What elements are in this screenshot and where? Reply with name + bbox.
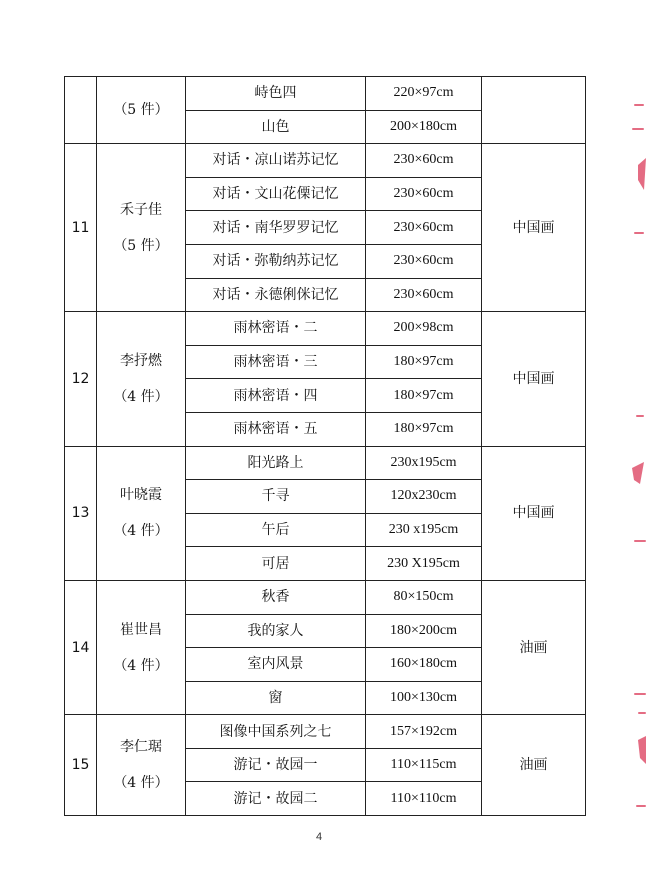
- work-title: 峙色四: [186, 77, 366, 111]
- work-title: 对话・南华罗罗记忆: [186, 211, 366, 245]
- work-title: 可居: [186, 547, 366, 581]
- artwork-list-table: [64, 76, 586, 816]
- work-size: 110×110cm: [366, 782, 482, 816]
- work-count: （4 件）: [113, 775, 169, 792]
- artist-name: 崔世昌: [120, 621, 162, 638]
- work-title: 秋香: [186, 580, 366, 614]
- work-title: 游记・故园一: [186, 748, 366, 782]
- work-title: 游记・故园二: [186, 782, 366, 816]
- work-size: 110×115cm: [366, 748, 482, 782]
- entry-number: 12: [65, 312, 97, 446]
- artist-cell: [97, 446, 186, 580]
- artist-name: 叶晓霞: [120, 487, 162, 504]
- work-title: 午后: [186, 513, 366, 547]
- artist-cell: [97, 312, 186, 446]
- work-size: 230×60cm: [366, 278, 482, 312]
- red-seal-mark-edge: [610, 0, 650, 894]
- work-title: 图像中国系列之七: [186, 715, 366, 749]
- entry-number: 13: [65, 446, 97, 580]
- work-size: 230×60cm: [366, 244, 482, 278]
- work-size: 180×97cm: [366, 379, 482, 413]
- work-count: （4 件）: [113, 657, 169, 674]
- category-cell: 中国画: [482, 446, 586, 580]
- work-title: 室内风景: [186, 648, 366, 682]
- work-count: （4 件）: [113, 388, 169, 405]
- artwork-list-body: [65, 77, 586, 816]
- work-title: 雨林密语・三: [186, 345, 366, 379]
- table-row: [65, 446, 586, 480]
- work-title: 对话・弥勒纳苏记忆: [186, 244, 366, 278]
- work-size: 180×200cm: [366, 614, 482, 648]
- work-title: 山色: [186, 110, 366, 144]
- work-title: 阳光路上: [186, 446, 366, 480]
- work-size: 200×180cm: [366, 110, 482, 144]
- work-size: 220×97cm: [366, 77, 482, 111]
- work-size: 120x230cm: [366, 480, 482, 514]
- work-size: 160×180cm: [366, 648, 482, 682]
- work-size: 100×130cm: [366, 681, 482, 715]
- work-size: 230×60cm: [366, 177, 482, 211]
- category-cell: 油画: [482, 715, 586, 816]
- work-size: 200×98cm: [366, 312, 482, 346]
- entry-number: 11: [65, 144, 97, 312]
- work-title: 雨林密语・二: [186, 312, 366, 346]
- table-row: [65, 580, 586, 614]
- work-size: 157×192cm: [366, 715, 482, 749]
- artist-cell: [97, 144, 186, 312]
- work-size: 230x195cm: [366, 446, 482, 480]
- work-size: 180×97cm: [366, 412, 482, 446]
- work-size: 230 X195cm: [366, 547, 482, 581]
- category-cell: 中国画: [482, 312, 586, 446]
- category-cell: [482, 77, 586, 144]
- page-number: 4: [316, 831, 323, 843]
- work-title: 千寻: [186, 480, 366, 514]
- table-row: [65, 312, 586, 346]
- work-title: 对话・文山花傈记忆: [186, 177, 366, 211]
- work-title: 雨林密语・五: [186, 412, 366, 446]
- work-count: （5 件）: [113, 102, 169, 119]
- work-size: 180×97cm: [366, 345, 482, 379]
- artist-name: 李仁琚: [120, 739, 162, 756]
- work-title: 对话・永德俐侎记忆: [186, 278, 366, 312]
- work-count: （4 件）: [113, 523, 169, 540]
- artist-cell: [97, 77, 186, 144]
- work-size: 230×60cm: [366, 211, 482, 245]
- category-cell: 中国画: [482, 144, 586, 312]
- table-row: [65, 715, 586, 749]
- entry-number: [65, 77, 97, 144]
- work-size: 230×60cm: [366, 144, 482, 178]
- entry-number: 15: [65, 715, 97, 816]
- work-title: 对话・凉山诺苏记忆: [186, 144, 366, 178]
- artist-name: 禾子佳: [120, 201, 162, 218]
- work-size: 230 x195cm: [366, 513, 482, 547]
- work-count: （5 件）: [113, 237, 169, 254]
- table-row: [65, 77, 586, 111]
- table-row: [65, 144, 586, 178]
- work-title: 窗: [186, 681, 366, 715]
- artist-name: 李抒燃: [120, 352, 162, 369]
- entry-number: 14: [65, 580, 97, 714]
- work-title: 雨林密语・四: [186, 379, 366, 413]
- artist-cell: [97, 715, 186, 816]
- category-cell: 油画: [482, 580, 586, 714]
- work-size: 80×150cm: [366, 580, 482, 614]
- artist-cell: [97, 580, 186, 714]
- work-title: 我的家人: [186, 614, 366, 648]
